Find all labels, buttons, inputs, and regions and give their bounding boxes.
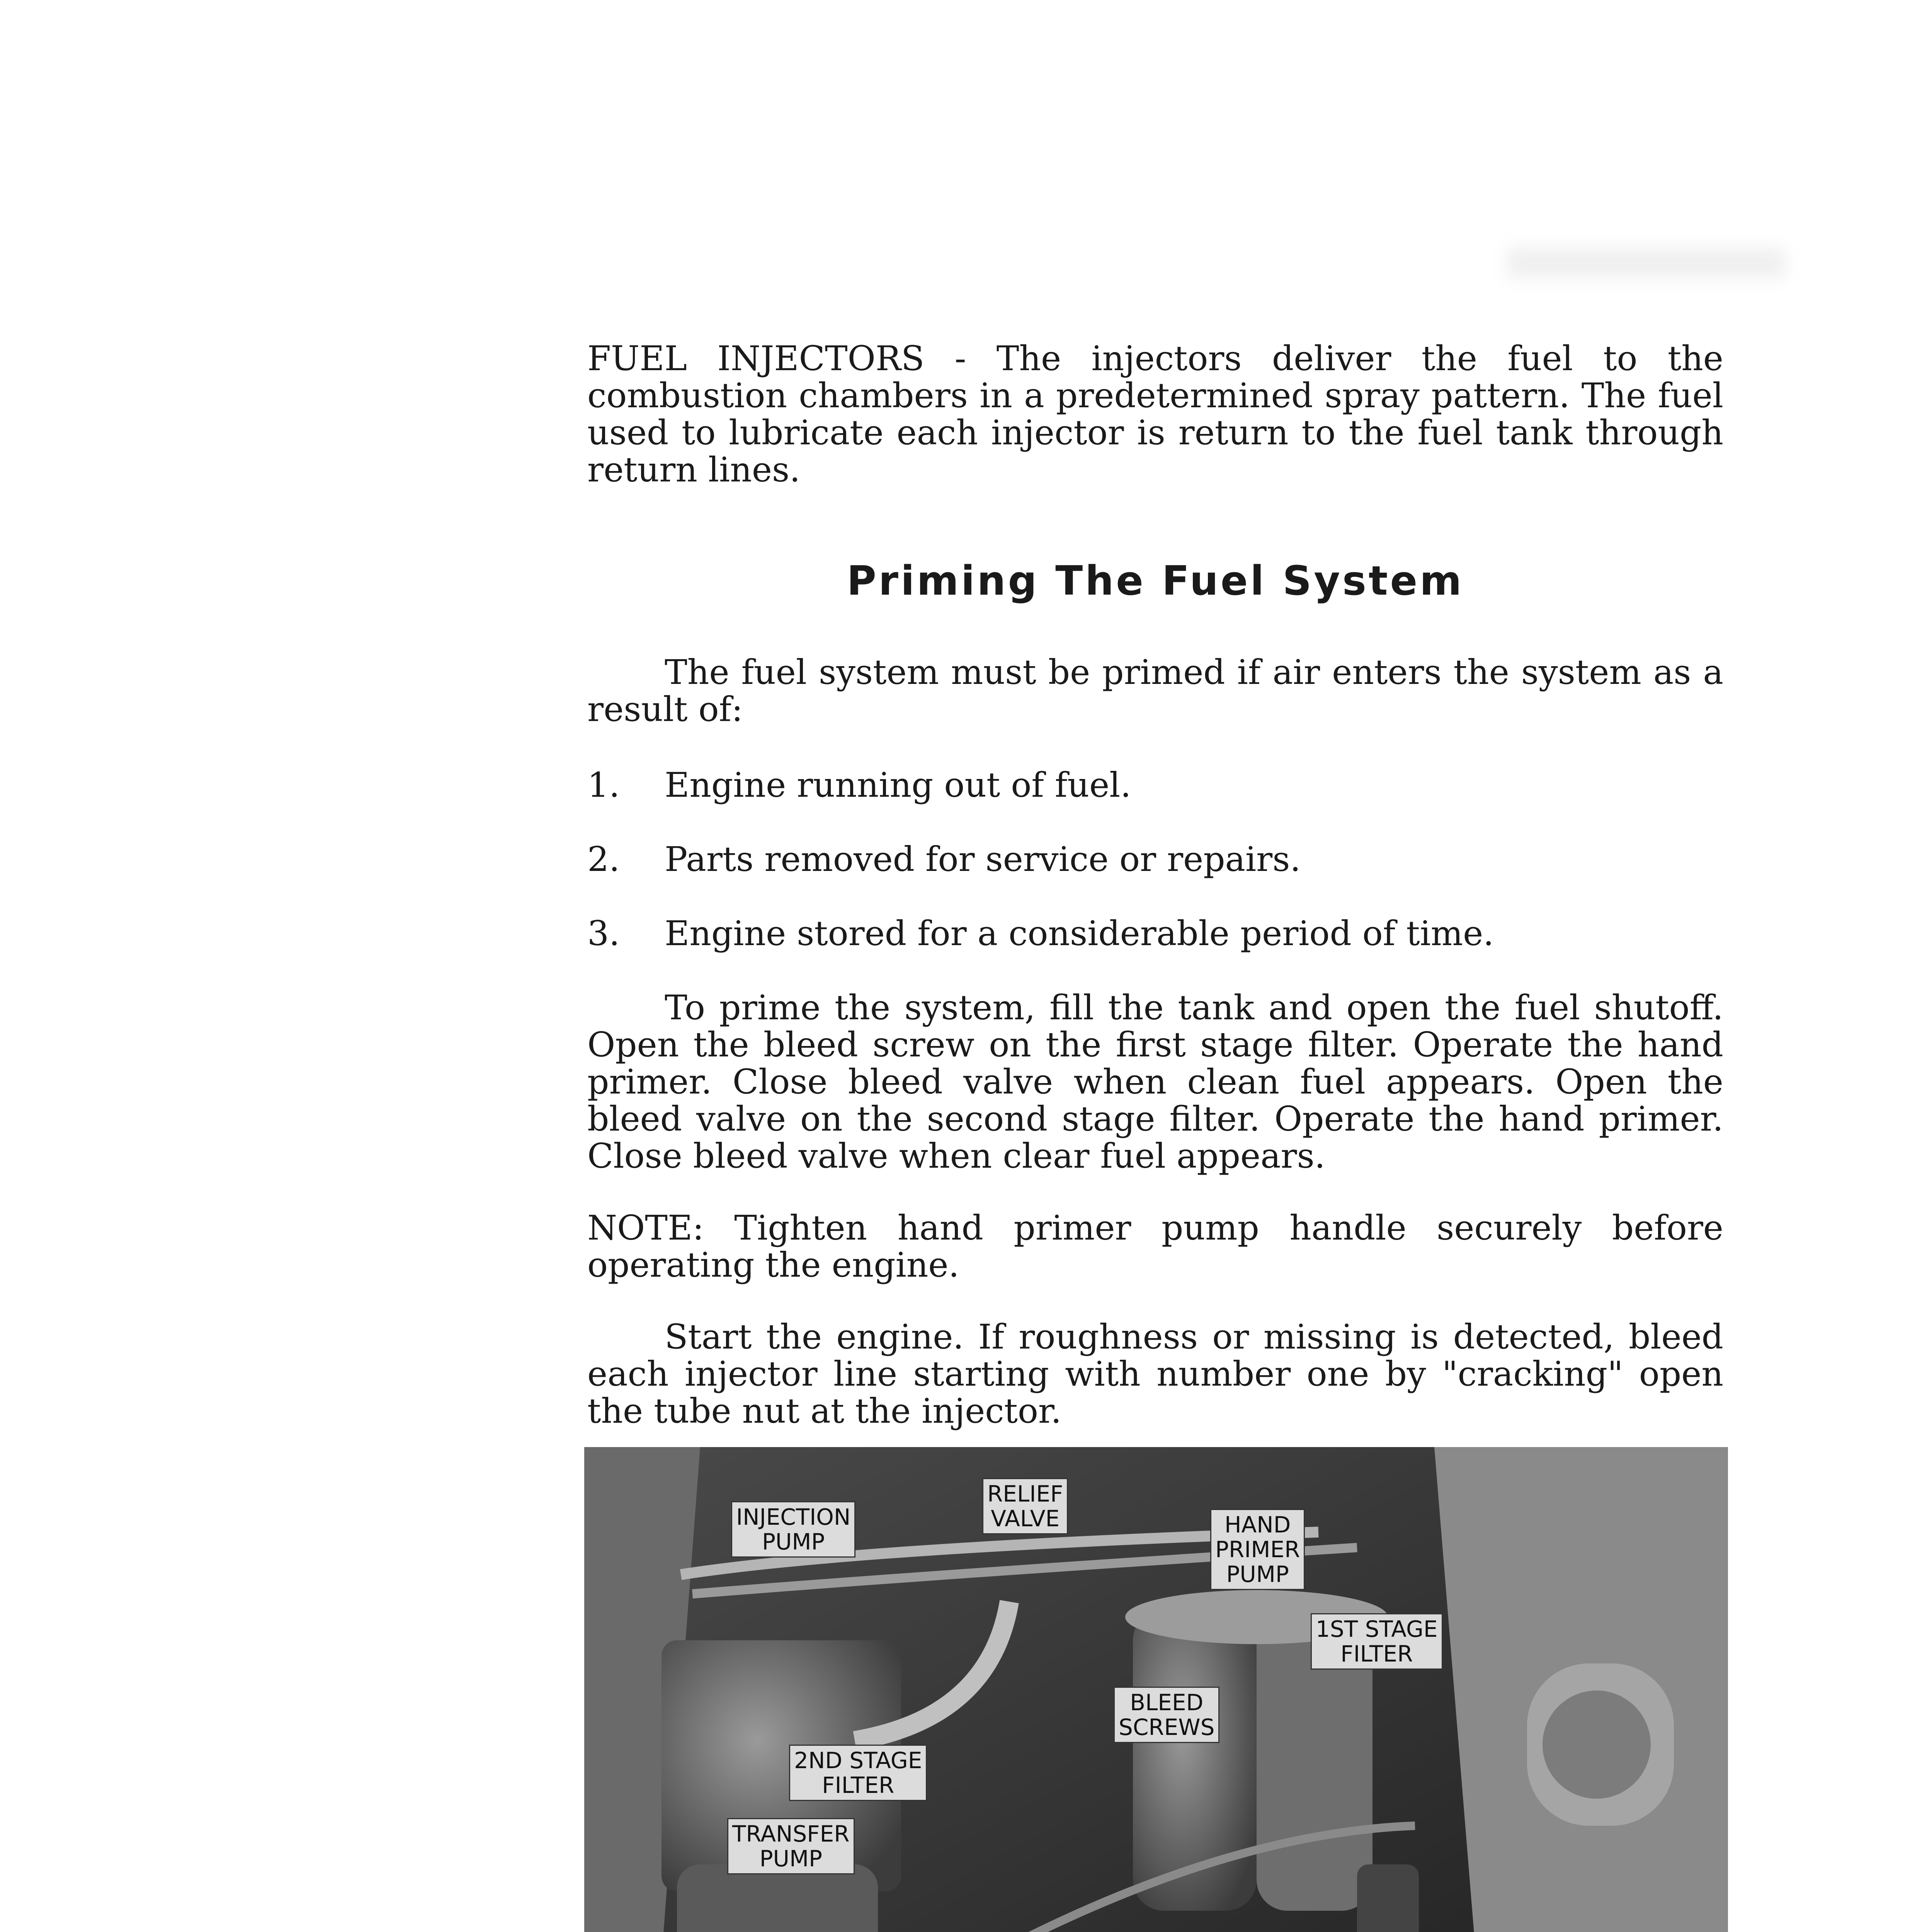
page-text bbox=[587, 340, 1723, 1430]
label-bleed-screws: BLEED SCREWS bbox=[1114, 1687, 1219, 1743]
engine-photo bbox=[584, 1447, 1728, 1932]
note-paragraph: NOTE: Tighten hand primer pump handle securely before operating the engine. bbox=[587, 1208, 1723, 1285]
priming-causes-list bbox=[587, 767, 1723, 952]
fuel-injectors-paragraph: FUEL INJECTORS - The injectors deliver the fuel to the combustion chambers in a predetermined spray pattern. The fuel used to lubricate each injector is return to the fuel tank through return lines. bbox=[587, 338, 1723, 490]
priming-steps-paragraph: To prime the system, fill the tank and open the fuel shutoff. Open the bleed screw on the first stage filter. Operate the hand primer. Close bleed valve when clean fuel appears. Open the bleed valve on the second stage filter. Operate the hand primer. Close bleed valve when clear fuel appears. bbox=[587, 988, 1723, 1176]
list-item bbox=[587, 767, 1723, 804]
section-heading: Priming The Fuel System bbox=[847, 557, 1464, 604]
list-item bbox=[587, 841, 1723, 878]
start-engine-paragraph: Start the engine. If roughness or missing is detected, bleed each injector line starting with number one by "cracking" open the tube nut at the injector. bbox=[587, 1317, 1723, 1431]
list-number: 3. bbox=[587, 913, 620, 953]
label-second-stage-filter: 2ND STAGE FILTER bbox=[789, 1745, 927, 1801]
list-text: Engine running out of fuel. bbox=[665, 765, 1131, 805]
priming-intro-paragraph: The fuel system must be primed if air enters the system as a result of: bbox=[587, 652, 1723, 729]
scan-smudge-top bbox=[1507, 247, 1785, 278]
list-text: Parts removed for service or repairs. bbox=[665, 839, 1301, 879]
list-number: 1. bbox=[587, 765, 620, 805]
label-hand-primer-pump: HAND PRIMER PUMP bbox=[1210, 1509, 1305, 1590]
label-first-stage-filter: 1ST STAGE FILTER bbox=[1311, 1613, 1443, 1670]
label-relief-valve: RELIEF VALVE bbox=[982, 1478, 1068, 1534]
list-item bbox=[587, 915, 1723, 952]
label-injection-pump: INJECTION PUMP bbox=[731, 1501, 855, 1558]
label-transfer-pump: TRANSFER PUMP bbox=[727, 1818, 855, 1874]
list-text: Engine stored for a considerable period of time. bbox=[665, 913, 1494, 953]
list-number: 2. bbox=[587, 839, 620, 879]
